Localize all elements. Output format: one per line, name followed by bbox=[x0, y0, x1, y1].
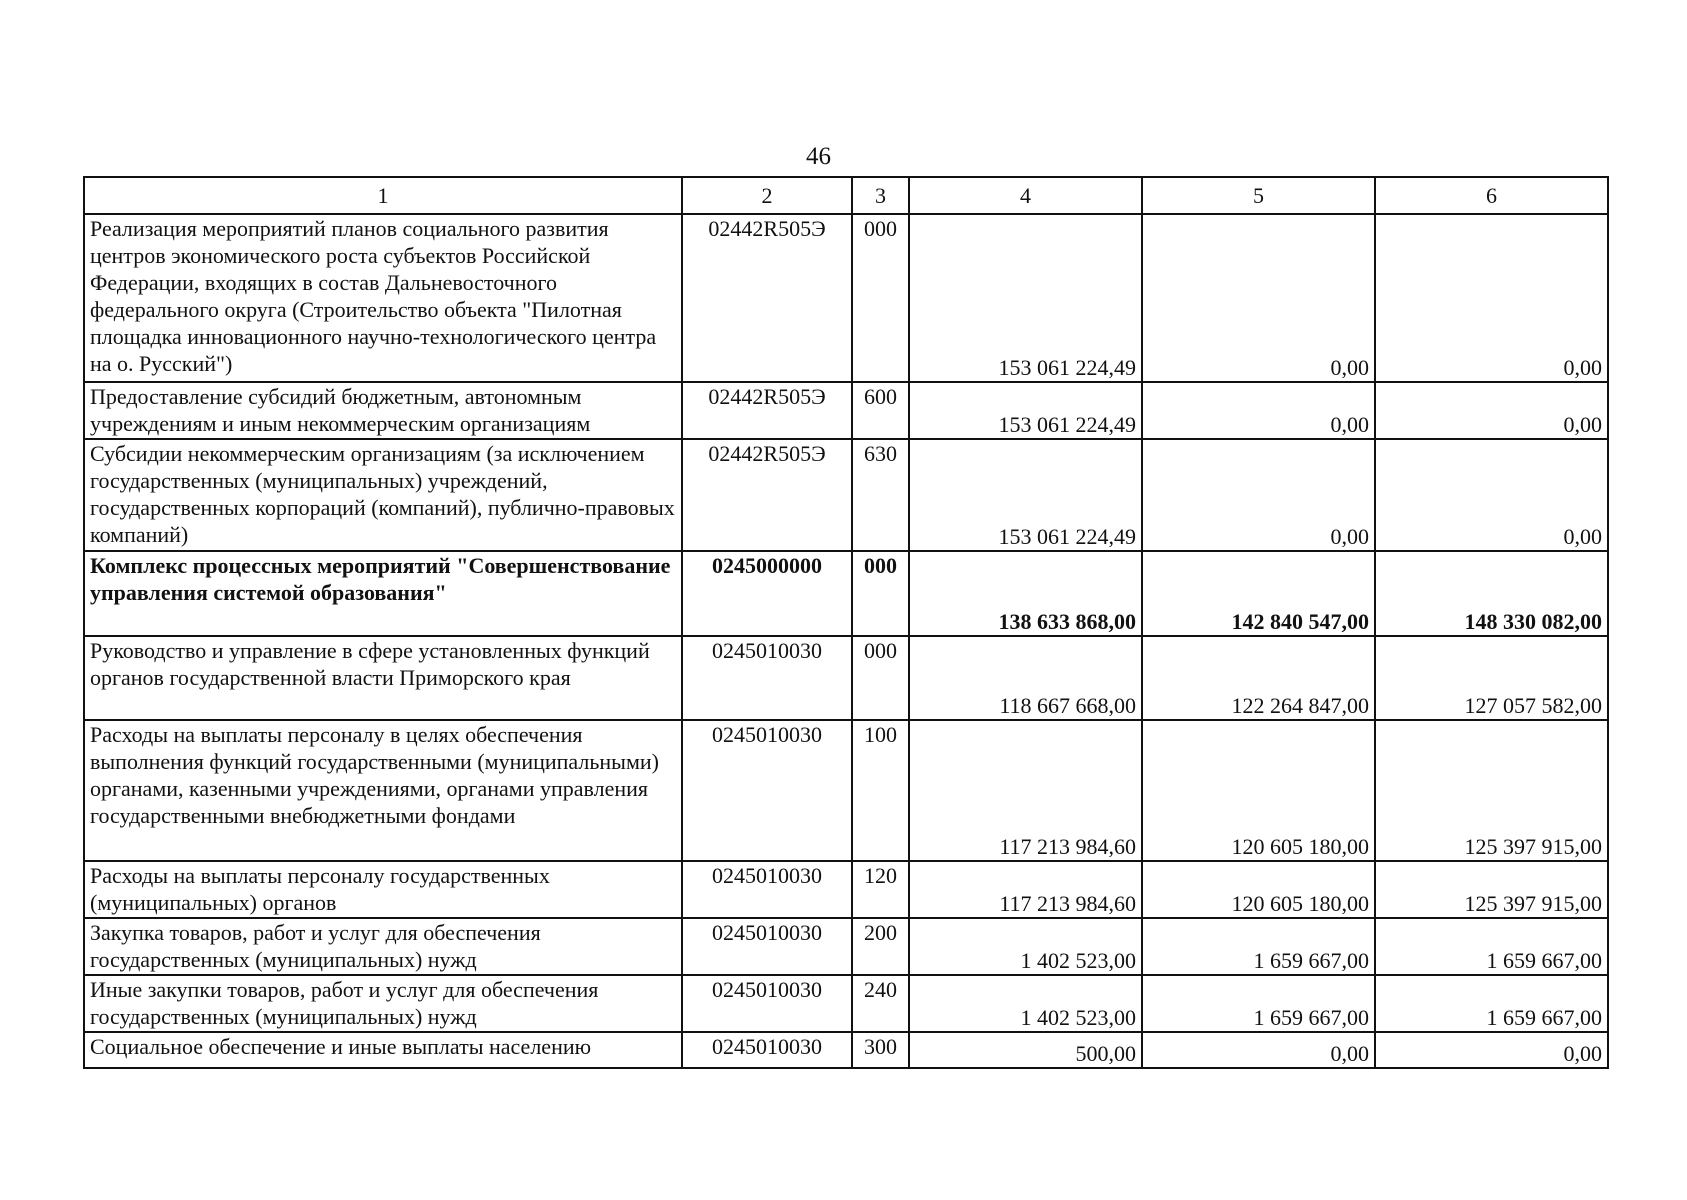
row-expense-type: 000 bbox=[852, 551, 909, 636]
row-value-4: 153 061 224,49 bbox=[909, 439, 1142, 551]
table-row bbox=[84, 439, 1608, 551]
row-value-6: 127 057 582,00 bbox=[1375, 636, 1608, 720]
row-value-5: 122 264 847,00 bbox=[1142, 636, 1375, 720]
table-row bbox=[84, 1032, 1608, 1068]
column-header: 1 bbox=[84, 177, 682, 214]
table-row bbox=[84, 720, 1608, 861]
row-code: 02442R505Э bbox=[682, 214, 852, 382]
row-expense-type: 100 bbox=[852, 720, 909, 861]
row-name: Расходы на выплаты персоналу в целях обеспечения выполнения функций государственными (муниципальными) органами, казенными учреждениями, органами управления государственными внебюджетными фондами bbox=[84, 720, 682, 861]
row-value-5: 0,00 bbox=[1142, 382, 1375, 439]
row-value-5: 142 840 547,00 bbox=[1142, 551, 1375, 636]
table-header-row bbox=[84, 177, 1608, 214]
row-expense-type: 200 bbox=[852, 918, 909, 975]
row-value-6: 1 659 667,00 bbox=[1375, 918, 1608, 975]
row-value-6: 1 659 667,00 bbox=[1375, 975, 1608, 1032]
row-value-4: 118 667 668,00 bbox=[909, 636, 1142, 720]
table-row bbox=[84, 861, 1608, 918]
row-value-5: 120 605 180,00 bbox=[1142, 720, 1375, 861]
row-name: Комплекс процессных мероприятий "Совершенствование управления системой образования" bbox=[84, 551, 682, 636]
table-row bbox=[84, 918, 1608, 975]
table-row bbox=[84, 382, 1608, 439]
row-value-5: 1 659 667,00 bbox=[1142, 975, 1375, 1032]
row-expense-type: 630 bbox=[852, 439, 909, 551]
row-value-6: 0,00 bbox=[1375, 439, 1608, 551]
row-value-5: 120 605 180,00 bbox=[1142, 861, 1375, 918]
page-number-text: 46 bbox=[806, 143, 831, 170]
row-name: Субсидии некоммерческим организациям (за исключением государственных (муниципальных) учреждений, государственных корпораций (компаний), публично-правовых компаний) bbox=[84, 439, 682, 551]
column-header: 5 bbox=[1142, 177, 1375, 214]
row-value-6: 148 330 082,00 bbox=[1375, 551, 1608, 636]
row-value-4: 1 402 523,00 bbox=[909, 975, 1142, 1032]
row-name: Иные закупки товаров, работ и услуг для обеспечения государственных (муниципальных) нужд bbox=[84, 975, 682, 1032]
row-value-6: 125 397 915,00 bbox=[1375, 861, 1608, 918]
row-value-6: 125 397 915,00 bbox=[1375, 720, 1608, 861]
row-name: Социальное обеспечение и иные выплаты населению bbox=[84, 1032, 682, 1068]
row-expense-type: 600 bbox=[852, 382, 909, 439]
row-value-6: 0,00 bbox=[1375, 382, 1608, 439]
row-code: 0245000000 bbox=[682, 551, 852, 636]
column-header: 6 bbox=[1375, 177, 1608, 214]
table-row bbox=[84, 214, 1608, 382]
budget-table bbox=[83, 176, 1609, 1069]
row-value-4: 117 213 984,60 bbox=[909, 720, 1142, 861]
row-code: 02442R505Э bbox=[682, 382, 852, 439]
row-expense-type: 240 bbox=[852, 975, 909, 1032]
row-value-6: 0,00 bbox=[1375, 1032, 1608, 1068]
row-code: 0245010030 bbox=[682, 861, 852, 918]
row-code: 0245010030 bbox=[682, 975, 852, 1032]
table-row bbox=[84, 975, 1608, 1032]
row-value-5: 0,00 bbox=[1142, 1032, 1375, 1068]
row-name: Расходы на выплаты персоналу государственных (муниципальных) органов bbox=[84, 861, 682, 918]
row-code: 0245010030 bbox=[682, 720, 852, 861]
row-value-4: 153 061 224,49 bbox=[909, 214, 1142, 382]
row-value-5: 1 659 667,00 bbox=[1142, 918, 1375, 975]
row-code: 0245010030 bbox=[682, 918, 852, 975]
column-header: 3 bbox=[852, 177, 909, 214]
row-value-4: 1 402 523,00 bbox=[909, 918, 1142, 975]
column-header: 4 bbox=[909, 177, 1142, 214]
row-expense-type: 120 bbox=[852, 861, 909, 918]
row-value-4: 138 633 868,00 bbox=[909, 551, 1142, 636]
row-expense-type: 300 bbox=[852, 1032, 909, 1068]
row-name: Реализация мероприятий планов социального развития центров экономического роста субъектов Российской Федерации, входящих в состав Дальневосточного федерального округа (Строительство объекта "Пилотная площадка инновационного научно-технологического центра на о. Русский") bbox=[84, 214, 682, 382]
row-value-4: 153 061 224,49 bbox=[909, 382, 1142, 439]
row-value-6: 0,00 bbox=[1375, 214, 1608, 382]
row-value-5: 0,00 bbox=[1142, 214, 1375, 382]
row-value-4: 117 213 984,60 bbox=[909, 861, 1142, 918]
row-expense-type: 000 bbox=[852, 214, 909, 382]
table-row-section-total bbox=[84, 551, 1608, 636]
page-number bbox=[0, 143, 1687, 171]
row-code: 0245010030 bbox=[682, 1032, 852, 1068]
row-expense-type: 000 bbox=[852, 636, 909, 720]
row-value-5: 0,00 bbox=[1142, 439, 1375, 551]
row-name: Руководство и управление в сфере установленных функций органов государственной власти Приморского края bbox=[84, 636, 682, 720]
column-header: 2 bbox=[682, 177, 852, 214]
row-code: 02442R505Э bbox=[682, 439, 852, 551]
row-name: Закупка товаров, работ и услуг для обеспечения государственных (муниципальных) нужд bbox=[84, 918, 682, 975]
row-code: 0245010030 bbox=[682, 636, 852, 720]
row-value-4: 500,00 bbox=[909, 1032, 1142, 1068]
row-name: Предоставление субсидий бюджетным, автономным учреждениям и иным некоммерческим организациям bbox=[84, 382, 682, 439]
table-row bbox=[84, 636, 1608, 720]
